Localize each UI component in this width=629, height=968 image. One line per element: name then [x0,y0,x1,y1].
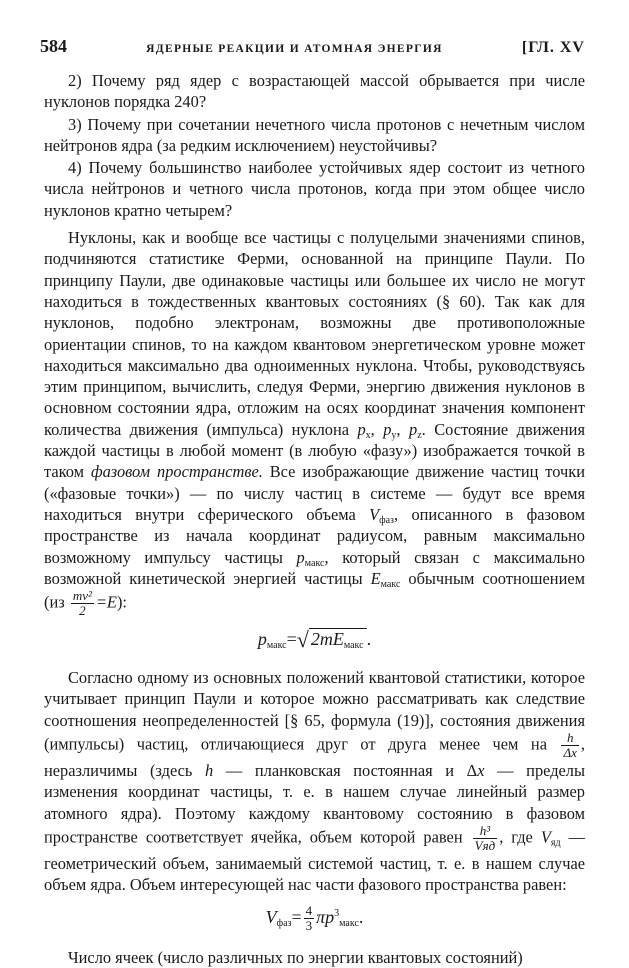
p1-sep1: , [370,419,384,439]
v-nucleus-subscript: яд [550,837,561,849]
fraction-numerator: 4 [305,902,313,918]
pz-symbol: p [408,419,418,439]
formula1-lhs-subscript: макс [266,640,287,652]
p1-part7: ): [116,592,127,612]
h-symbol: h [205,761,214,781]
p2-part6: — геометрический объем, занимаемый системой частиц, т. е. в нашем случае объем ядра. Объем интересующей нас части фазового пространства равен: [44,827,585,895]
v-phase-symbol: V [369,504,380,524]
p1-part6: обычным соотношением (из [44,568,585,612]
v-nucleus-symbol: V [540,827,551,847]
p1-part1: Нуклоны, как и вообще все частицы с полуцелыми значениями спинов, подчиняются статистике Ферми, основанной на принципе Паули. По принципу Паули, две одинаковые частицы или большее их число не могут находиться в тождественных квантовых состояниях (§ 60). Так как для нуклонов, подобно электронам, возможны две противоположные ориентации спинов, то на каждом квантовом энергетическом уровне может находиться максимально два одноименных нуклона. Чтобы, руководствуясь этим принципом, вычислить, следуя Ферми, энергию движения нуклонов в основном состоянии ядра, отложим на осях координат значения компонент количества движения (импульса) нуклона [44,228,585,439]
p1-part5: , который связан с максимально возможной кинетической энергией частицы [44,547,586,588]
fraction-numerator: mv² [72,588,92,604]
h-over-dx-fraction [561,731,578,760]
kinetic-energy-fraction [71,589,94,618]
question-2: 2) Почему ряд ядер с возрастающей массой обрывается при числе нуклонов порядка 240? [44,71,585,112]
e-max-symbol: E [370,568,381,588]
py-symbol: p [383,419,392,439]
four-thirds-fraction [304,904,315,933]
fraction-denominator: 3 [305,917,313,933]
fraction-numerator: h [561,731,578,746]
chapter-label: [ГЛ. XV [521,39,585,56]
p-max-symbol: p [296,547,305,567]
px-subscript: x [365,429,371,441]
phase-space-term: фазовом пространстве. [90,462,263,482]
radicand-subscript: макс [343,640,364,652]
page-body [44,70,585,968]
v-phase-subscript: фаз [379,514,395,526]
formula-v-phase [44,904,585,933]
pi-symbol: π [316,906,326,927]
formula2-p-subscript: макс [339,917,359,929]
p2-part3: — планковская постоянная и Δ [213,761,478,781]
formula1-lhs: p [257,629,267,650]
equals-e: =E [95,592,117,612]
paragraph-quantum-statistics [44,667,585,895]
p1-sep2: , [396,419,409,439]
formula2-p: p [325,906,335,927]
running-title: ЯДЕРНЫЕ РЕАКЦИИ И АТОМНАЯ ЭНЕРГИЯ [146,43,443,55]
pz-subscript: z [417,429,422,441]
e-max-subscript: макс [380,578,401,590]
fraction-denominator: 2 [79,603,86,619]
fraction-denominator: Vяд [474,837,496,853]
radicand-text: 2mE [310,629,344,650]
py-subscript: y [391,429,397,441]
formula2-p-exponent: 3 [334,907,340,919]
sqrt-radicand [309,628,367,652]
p2-part4: — пределы изменения координат частицы, т. е. в нашем случае линейный размер атомного ядра). Поэтому каждому квантовому состоянию в фазовом пространстве соответствует ячейка, объем которой равен [44,761,585,847]
p-max-subscript: макс [304,557,325,569]
px-symbol: p [357,419,366,439]
page-number: 584 [40,36,67,56]
formula-p-max [44,626,585,653]
formula2-equals: = [291,906,302,927]
paragraph-fermi [44,227,585,618]
x-symbol: x [477,761,485,781]
cell-volume-fraction [473,824,498,853]
formula2-end: . [358,906,364,927]
formula2-lhs-subscript: фаз [276,917,292,929]
running-header [40,36,585,62]
formula1-equals: = [286,629,297,650]
p1-part3: Все изображающие движение частиц точки («фазовые точки») — по числу частиц в системе — будут все время находиться внутри сферического объема [44,462,585,524]
fraction-denominator: Δx [563,745,577,761]
p2-part1: Согласно одному из основных положений квантовой статистики, которое учитывает принцип Паули и которое можно рассматривать как следствие соотношения неопределенностей [§ 65, формула (19)], состояния движения (импульсы) частиц, отличающиеся друг от друга менее чем на [44,668,585,754]
sqrt-sign: √ [296,627,309,653]
p2-part5: , где [499,827,541,847]
p2-part2: , неразличимы (здесь [44,734,585,781]
formula1-end: . [366,629,372,650]
p1-part2: . Состояние движения каждой частицы в любой момент (в любую «фазу») изображается точкой в таком [44,419,585,482]
p1-part4: , описанного в фазовом пространстве из начала координат радиусом, равным максимально возможному импульсу частицы [44,504,585,567]
formula2-lhs: V [265,906,277,927]
question-3: 3) Почему при сочетании нечетного числа протонов с нечетным числом нейтронов ядра (за редким исключением) неустойчивы? [44,114,585,155]
question-4: 4) Почему большинство наиболее устойчивых ядер состоит из четного числа нейтронов и четного числа протонов, когда при этом общее число нуклонов кратно четырем? [44,158,585,220]
paragraph-cell-count: Число ячеек (число различных по энергии квантовых состояний) [68,947,523,967]
fraction-numerator: h³ [473,824,498,839]
